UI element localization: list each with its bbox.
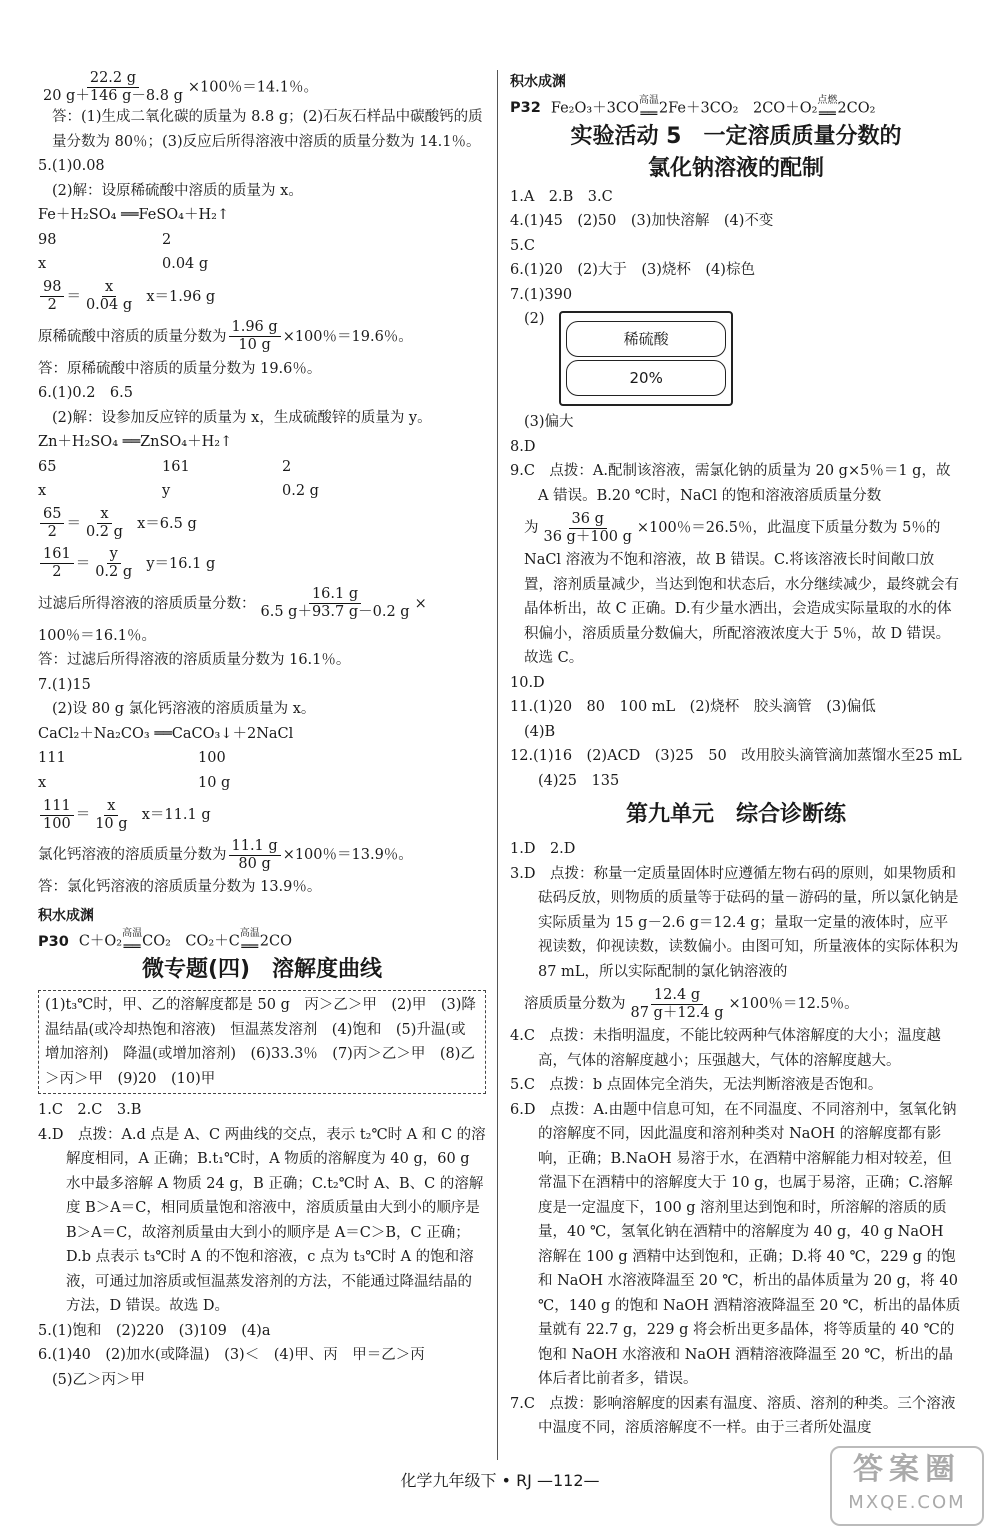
column-divider <box>497 70 498 1460</box>
answer-text: 5.C 点拨：b 点固体完全消失，无法判断溶液是否饱和。 <box>510 1077 883 1093</box>
answer-line: 答：氯化钙溶液的溶质质量分数为 13.9％。 <box>38 879 322 895</box>
answer-text: NaCl 溶液为不饱和溶液，故 B 错误。C.将该溶液长时间敞口放置，溶剂质量减少，当达到饱和状态后，水分继续减少，最终就会有晶体析出，故 C 正确。D.有少量水洒出，会造成实际量取的水的体积偏小，溶质质量分数偏大，所配溶液浓度大于 5％，故 D 错误。故选 C。 <box>524 552 959 666</box>
answer-box: (1)t₃℃时，甲、乙的溶解度都是 50 g 丙＞乙＞甲 (2)甲 (3)降温结晶(或冷却热饱和溶液) 恒温蒸发溶剂 (4)饱和 (5)升温(或增加溶剂) 降温(或增加溶剂) (6)33.3％ (7)丙＞乙＞甲 (8)乙＞丙＞甲 (9)20 (10)甲 <box>38 990 486 1094</box>
answer-line: 8.D <box>510 438 536 455</box>
watermark-logo: 答案圈 MXQE.COM <box>830 1446 984 1526</box>
answer-text: 3.D 点拨：称量一定质量固体时应遵循左物右码的原则，如果物质和砝码反放，则物质的质量等于砝码的量－游码的量，所以氯化钠是实际质量为 15 g－2.6 g＝12.4 g；量取一定量的液体时，应平视读数，仰视读数，读数偏小。由图可知，所量液体的实际体积为 87 mL，所以实际配制的氯化钠溶液的 <box>510 865 959 980</box>
answer-text: 6.D 点拨：A.由题中信息可知，在不同温度、不同溶剂中，氢氧化钠的溶解度不同，因此温度和溶剂种类对 NaOH 的溶解度都有影响，正确；B.NaOH 易溶于水，在酒精中溶解能力相对较差，但常温下在酒精中的溶解度大于 10 g，也属于易溶，正确；C.溶解度是一定温度下，100 g 溶剂里达到饱和时，所溶解的溶质的质量，40 ℃，氢氧化钠在酒精中的溶解度为 40 g，40 g NaOH 溶解在 100 g 酒精中达到饱和，正确；D.将 40 ℃，229 g 的饱和 NaOH 水溶液降温至 20 ℃，析出的晶体质量为 20 g，将 40 ℃，140 g 的饱和 NaOH 酒精溶液降温至 20 ℃，析出的晶体质量就有 22.7 g，229 g 将会析出更多晶体，将等质量的 40 ℃的饱和 NaOH 水溶液和 NaOH 酒精溶液降温至 20 ℃，析出的晶体后者比前者多，错误。 <box>510 1101 961 1387</box>
answer-line: 1.D 2.D <box>510 841 576 857</box>
answer-line: 6.(1)40 (2)加水(或降温) (3)＜ (4)甲、丙 甲＝乙＞丙 <box>38 1347 425 1363</box>
label-name: 稀硫酸 <box>566 321 726 357</box>
ratio-row: 65 161 2 <box>38 458 292 475</box>
answer-line: (4)B <box>524 723 556 740</box>
answer-line: (2)设 80 g 氯化钙溶液的溶质质量为 x。 <box>52 701 316 717</box>
answer-line: 11.(1)20 80 100 mL (2)烧杯 胶头滴管 (3)偏低 <box>510 699 876 715</box>
section-title: 第九单元 综合诊断练 <box>625 802 846 827</box>
answer-line: 答：原稀硫酸中溶质的质量分数为 19.6％。 <box>38 360 322 377</box>
right-column <box>510 70 977 1441</box>
answer-line: 5.C <box>510 237 535 254</box>
proportion: $\frac{98}{2}$ ＝ $\frac{x}{0.04 g}$ x＝1.96 g <box>38 277 486 317</box>
answer-line: (2)解：设原稀硫酸中溶质的质量为 x。 <box>52 182 303 199</box>
answer-line: $\frac{22.2 g}{20 g+146 g-8.8 g}$ ×100％＝14.1％。 <box>38 70 486 105</box>
answer-line: 为 $\frac{36 g}{36 g+100 g}$ ×100％＝26.5％，此温度下质量分数为 5％的 <box>524 510 941 545</box>
answer-text: 9.C 点拨：A.配制该溶液，需氯化钠的质量为 20 g×5％＝1 g，故 A 错误。B.20 ℃时，NaCl 的饱和溶液溶质质量分数 <box>510 463 951 504</box>
answer-line: 7.(1)15 <box>38 676 91 693</box>
left-column <box>38 70 486 1392</box>
page-footer: 化学九年级下 • RJ —112— <box>400 1471 600 1490</box>
answer-line: 10.D <box>510 674 545 691</box>
ratio-row: 111 100 <box>38 750 226 766</box>
answer-text: 7.C 点拨：影响溶解度的因素有温度、溶质、溶剂的种类。三个溶液中温度不同，溶质溶解度不一样。由于三者所处温度 <box>510 1395 956 1436</box>
answer-line: 7.(1)390 <box>510 286 573 303</box>
proportion: $\frac{161}{2}$ ＝ $\frac{y}{0.2 g}$ y＝16.1 g <box>38 544 486 584</box>
fraction: $\frac{22.2 g}{20 g+146 g-8.8 g}$ <box>43 70 183 104</box>
equation: Fe＋H₂SO₄ ══FeSO₄＋H₂↑ <box>38 207 230 223</box>
answer-line: 5.(1)饱和 (2)220 (3)109 (4)a <box>38 1322 271 1339</box>
answer-line: (5)乙＞丙＞甲 <box>52 1371 146 1388</box>
answer-line: (3)偏大 <box>524 414 574 430</box>
answer-line: 5.(1)0.08 <box>38 158 105 174</box>
answer-line: 答：过滤后所得溶液的溶质质量分数为 16.1％。 <box>38 652 351 668</box>
answer-line: 6.(1)20 (2)大于 (3)烧杯 (4)棕色 <box>510 262 755 278</box>
equation: CaCl₂＋Na₂CO₃ ══CaCO₃↓＋2NaCl <box>38 725 294 742</box>
section-title: 微专题(四) 溶解度曲线 <box>141 957 383 982</box>
ratio-row: x 0.04 g <box>38 256 209 272</box>
ratio-row: x 10 g <box>38 774 231 791</box>
proportion: $\frac{65}{2}$ ＝ $\frac{x}{0.2 g}$ x＝6.5 g <box>38 504 486 544</box>
answer-line: 4.(1)45 (2)50 (3)加快溶解 (4)不变 <box>510 213 774 229</box>
answer-line: 1.A 2.B 3.C <box>510 188 613 205</box>
equation: Zn＋H₂SO₄ ══ZnSO₄＋H₂↑ <box>38 434 233 450</box>
ratio-row: 98 2 <box>38 231 172 248</box>
section-label: 积水成渊 <box>38 907 94 924</box>
answer-text: 答：(1)生成二氧化碳的质量为 8.8 g；(2)石灰石样品中碳酸钙的质量分数为 80％；(3)反应后所得溶液中溶质的质量分数为 14.1％。 <box>52 109 483 150</box>
reagent-label <box>559 311 733 406</box>
label-figure: (2) 稀硫酸 20% <box>510 307 962 410</box>
section-title: 氯化钠溶液的配制 <box>647 155 824 181</box>
answer-line: 1.C 2.C 3.B <box>38 1102 142 1118</box>
answer-line: 溶质质量分数为 $\frac{12.4 g}{87 g+12.4 g}$ ×100％＝12.5％。 <box>524 986 859 1021</box>
answer-line: 氯化钙溶液的溶质质量分数为 $\frac{11.1 g}{80 g}$ ×100％＝13.9％。 <box>38 837 413 872</box>
answer-text: 4.C 点拨：未指明温度，不能比较两种气体溶解度的大小；温度越高，气体的溶解度越小；压强越大，气体的溶解度越大。 <box>510 1028 941 1069</box>
answer-line: 6.(1)0.2 6.5 <box>38 385 133 401</box>
answer-line: 100％＝16.1％。 <box>38 627 156 644</box>
proportion: $\frac{111}{100}$ ＝ $\frac{x}{10 g}$ x＝11.1 g <box>38 795 486 835</box>
answer-line: (2)解：设参加反应锌的质量为 x，生成硫酸锌的质量为 y。 <box>52 409 432 426</box>
answer-line: 过滤后所得溶液的溶质质量分数： $\frac{16.1 g}{6.5 g+93.7 g-0.2 g}$ × <box>38 586 427 620</box>
reaction-line: P30 C＋O₂ 高温 ══ CO₂ CO₂＋C 高温 ══ 2CO <box>38 928 293 955</box>
label-concentration: 20% <box>566 360 726 396</box>
answer-text: 4.D 点拨：A.d 点是 A、C 两曲线的交点，表示 t₂℃时 A 和 C 的溶解度相同，A 正确；B.t₁℃时，A 物质的溶解度为 40 g，60 g 水中最多溶解 A 物质 24 g，B 正确；C.t₂℃时 A、B、C 的溶解度 B＞A＝C，相同质量饱和溶液中，溶质质量由大到小的顺序是 B＞A＝C，故溶剂质量由大到小的顺序是 A＝C＞B，C 正确；D.b 点表示 t₃℃时 A 的不饱和溶液，c 点为 t₃℃时 A 的饱和溶液，可通过加溶质或恒温蒸发溶剂的方法，不能通过降温结晶的方法，D 错误。故选 D。 <box>38 1126 486 1314</box>
answer-text: 12.(1)16 (2)ACD (3)25 50 改用胶头滴管滴加蒸馏水至25 mL (4)25 135 <box>510 748 977 789</box>
answer-line: 原稀硫酸中溶质的质量分数为 $\frac{1.96 g}{10 g}$ ×100％＝19.6％。 <box>38 319 413 353</box>
section-label: 积水成渊 <box>510 74 566 90</box>
section-title: 实验活动 5 一定溶质质量分数的 <box>570 123 902 149</box>
reaction-line: P32 Fe₂O₃＋3CO 高温 ══ 2Fe＋3CO₂ 2CO＋O₂ 点燃 ══ 2CO₂ <box>510 94 876 122</box>
ratio-row: x y 0.2 g <box>38 483 319 499</box>
